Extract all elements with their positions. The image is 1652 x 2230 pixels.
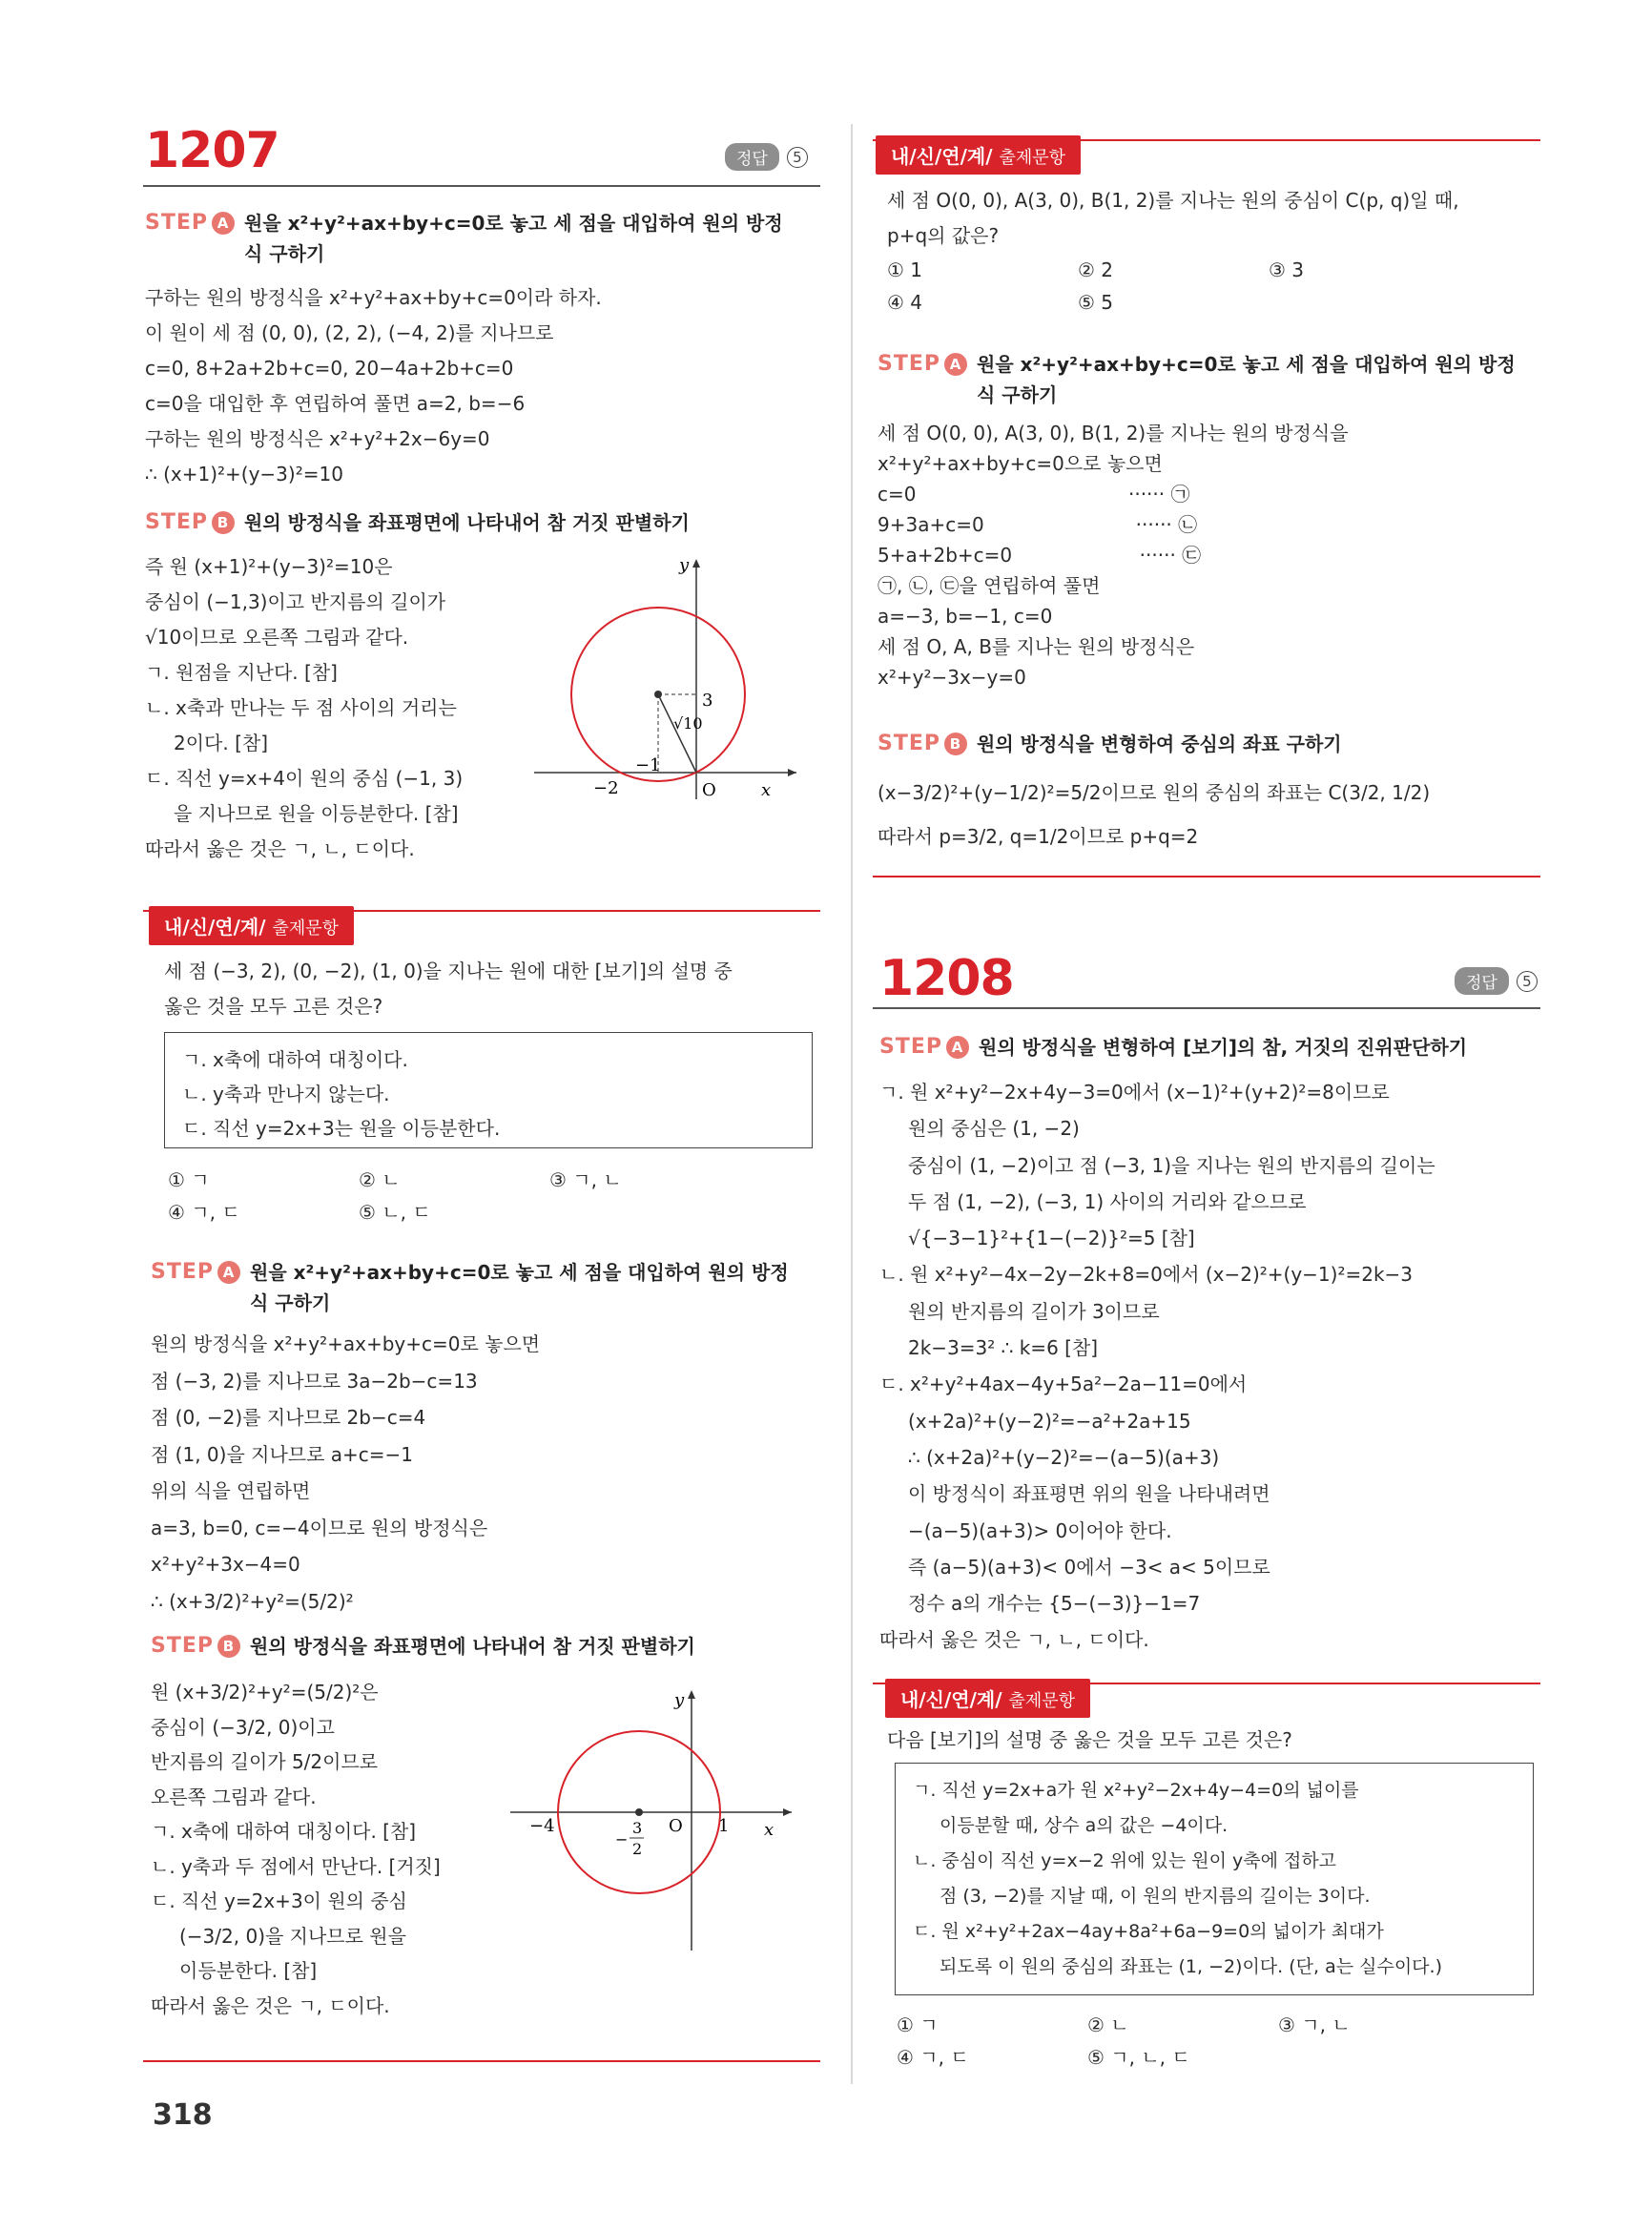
solution-line: 5+a+2b+c=0 ······ ㉢	[878, 544, 1202, 567]
answer-badge: 정답	[725, 143, 779, 171]
solution-line: 점 (0, −2)를 지나므로 2b−c=4	[151, 1406, 426, 1429]
option[interactable]: ⑤ ㄱ, ㄴ, ㄷ	[1087, 2046, 1190, 2069]
origin-label: O	[702, 780, 716, 800]
step-b-solution	[878, 771, 1430, 858]
step-a-solution	[879, 1074, 1435, 1659]
answer-options	[168, 1164, 740, 1229]
solution-line: ∴ (x+1)²+(y−3)²=10	[145, 463, 343, 485]
answer-options	[887, 254, 1459, 319]
option[interactable]: ③ 3	[1269, 258, 1305, 281]
example-item: ㄱ. x축에 대하여 대칭이다.	[182, 1048, 408, 1071]
solution-line: c=0 ······ ㉠	[878, 483, 1190, 506]
y-axis-arrow	[688, 1690, 695, 1699]
example-item: ㄱ. 직선 y=2x+a가 원 x²+y²−2x+4y−4=0의 넓이를	[913, 1780, 1359, 1801]
example-item: 점 (3, −2)를 지날 때, 이 원의 반지름의 길이는 3이다.	[940, 1886, 1371, 1907]
answer-indicator	[1455, 967, 1538, 995]
section-end-rule	[873, 876, 1540, 878]
step-b-tag: STEP B	[878, 729, 967, 759]
solution-line: 즉 (a−5)(a+3)< 0에서 −3< a< 5이므로	[908, 1555, 1270, 1579]
step-b-heading	[878, 729, 1342, 759]
section-rule	[873, 1007, 1540, 1009]
solution-line: 따라서 옳은 것은 ㄱ, ㄴ, ㄷ이다.	[879, 1628, 1149, 1652]
y-axis-arrow	[692, 559, 700, 568]
section-rule	[143, 185, 820, 187]
x-axis-arrow	[783, 1808, 792, 1816]
radius-line	[658, 694, 696, 773]
option[interactable]: ② ㄴ	[359, 1168, 401, 1191]
solution-line: −(a−5)(a+3)> 0이어야 한다.	[908, 1518, 1172, 1542]
answer-value: 5	[787, 147, 808, 168]
solution-line: ㄱ. x축에 대하여 대칭이다. [참]	[151, 1820, 417, 1843]
step-a-solution	[151, 1326, 540, 1620]
linked-question	[887, 183, 1459, 254]
step-a-heading	[151, 1257, 803, 1318]
solution-line: ∴ (x+3/2)²+y²=(5/2)²	[151, 1589, 354, 1613]
solution-line: 원의 반지름의 길이가 3이므로	[908, 1299, 1160, 1323]
circle-graph-linked	[510, 1679, 796, 1955]
step-a-tag: STEP A	[151, 1257, 240, 1288]
solution-line: 세 점 O, A, B를 지나는 원의 방정식은	[878, 635, 1195, 658]
step-a-title: 원의 방정식을 변형하여 [보기]의 참, 거짓의 진위판단하기	[979, 1036, 1468, 1059]
step-a-heading	[879, 1032, 1467, 1063]
circle-center	[635, 1808, 643, 1816]
solution-line: 따라서 옳은 것은 ㄱ, ㄷ이다.	[151, 1993, 390, 2017]
tick-minus-4: −4	[529, 1816, 555, 1836]
solution-line: 2k−3=3² ∴ k=6 [참]	[908, 1336, 1099, 1360]
example-box	[895, 1763, 1534, 1995]
solution-line: (−3/2, 0)을 지나므로 원을	[179, 1924, 406, 1948]
example-item: ㄷ. 직선 y=2x+3는 원을 이등분한다.	[182, 1117, 501, 1140]
solution-line: 반지름의 길이가 5/2이므로	[151, 1750, 379, 1773]
example-item: ㄴ. 중심이 직선 y=x−2 위에 있는 원이 y축에 접하고	[913, 1850, 1337, 1871]
tick-minus-1: −1	[635, 755, 661, 775]
example-item: ㄷ. 원 x²+y²+2ax−4ay+8a²+6a−9=0의 넓이가 최대가	[913, 1921, 1384, 1942]
solution-line: ㄱ. 원 x²+y²−2x+4y−3=0에서 (x−1)²+(y+2)²=8이므로	[879, 1081, 1390, 1104]
example-item: ㄴ. y축과 만나지 않는다.	[182, 1083, 390, 1105]
tick-1: 1	[718, 1816, 730, 1836]
y-label: y	[674, 1690, 685, 1710]
solution-line: 점 (−3, 2)를 지나므로 3a−2b−c=13	[151, 1369, 478, 1393]
x-axis-arrow	[788, 769, 796, 776]
solution-line: ㄱ. 원점을 지난다. [참]	[145, 661, 338, 684]
option[interactable]: ① ㄱ	[897, 2013, 939, 2036]
solution-line: ㉠, ㉡, ㉢을 연립하여 풀면	[878, 574, 1101, 597]
x-label: x	[764, 1820, 774, 1840]
linked-question	[164, 954, 733, 1024]
option[interactable]: ⑤ ㄴ, ㄷ	[359, 1201, 431, 1224]
solution-line: c=0을 대입한 후 연립하여 풀면 a=2, b=−6	[145, 392, 526, 415]
step-b-solution	[151, 1675, 441, 2023]
step-a-tag: STEP A	[145, 208, 235, 238]
solution-line: (x+2a)²+(y−2)²=−a²+2a+15	[908, 1409, 1191, 1433]
solution-line: 9+3a+c=0 ······ ㉡	[878, 513, 1198, 536]
solution-line: a=−3, b=−1, c=0	[878, 605, 1053, 628]
option[interactable]: ② 2	[1078, 258, 1114, 281]
solution-line: 오른쪽 그림과 같다.	[151, 1785, 317, 1808]
solution-line: ㄴ. y축과 두 점에서 만난다. [거짓]	[151, 1854, 441, 1878]
center-denominator: 2	[632, 1840, 643, 1858]
solution-line: √{−3−1}²+{1−(−2)}²=5 [참]	[908, 1227, 1195, 1250]
option[interactable]: ① 1	[887, 258, 923, 281]
solution-line: ∴ (x+2a)²+(y−2)²=−(a−5)(a+3)	[908, 1445, 1220, 1469]
option[interactable]: ② ㄴ	[1087, 2013, 1129, 2036]
question-line: 세 점 (−3, 2), (0, −2), (1, 0)을 지나는 원에 대한 [보기]의 설명 중	[164, 960, 733, 982]
step-b-heading	[145, 507, 690, 538]
step-a-tag: STEP A	[879, 1032, 969, 1063]
step-b-title: 원의 방정식을 좌표평면에 나타내어 참 거짓 판별하기	[244, 511, 690, 534]
x-label: x	[761, 780, 772, 800]
step-a-title: 원을 x²+y²+ax+by+c=0로 놓고 세 점을 대입하여 원의 방정식 구하기	[250, 1261, 789, 1314]
circle-graph-1207	[534, 553, 801, 801]
solution-line: 이 방정식이 좌표평면 위의 원을 나타내려면	[908, 1482, 1270, 1506]
linked-problem-badge: 내/신/연/계/ 출제문항	[885, 1679, 1090, 1718]
solution-line: 을 지나므로 원을 이등분한다. [참]	[174, 802, 459, 825]
step-b-solution	[145, 549, 463, 867]
solution-line: √10이므로 오른쪽 그림과 같다.	[145, 626, 409, 649]
question-line: p+q의 값은?	[887, 224, 1000, 247]
linked-question	[887, 1723, 1292, 1758]
solution-line: 원 (x+3/2)²+y²=(5/2)²은	[151, 1681, 379, 1703]
problem-number-1207: 1207	[145, 122, 279, 179]
step-b-tag: STEP B	[145, 507, 235, 538]
center-numerator: 3	[632, 1819, 643, 1837]
solution-line: 2이다. [참]	[174, 732, 269, 754]
question-line: 세 점 O(0, 0), A(3, 0), B(1, 2)를 지나는 원의 중심이 C(p, q)일 때,	[887, 189, 1459, 212]
step-a-title: 원을 x²+y²+ax+by+c=0로 놓고 세 점을 대입하여 원의 방정식 구하기	[244, 212, 783, 265]
option[interactable]: ④ ㄱ, ㄷ	[897, 2046, 969, 2069]
solution-line: c=0, 8+2a+2b+c=0, 20−4a+2b+c=0	[145, 357, 514, 380]
option[interactable]: ① ㄱ	[168, 1168, 210, 1191]
y-label: y	[679, 555, 690, 575]
solution-line: (x−3/2)²+(y−1/2)²=5/2이므로 원의 중심의 좌표는 C(3/2, 1/2)	[878, 781, 1431, 804]
question-line: 옳은 것을 모두 고른 것은?	[164, 995, 383, 1018]
option[interactable]: ③ ㄱ, ㄴ	[1278, 2013, 1351, 2036]
solution-line: 즉 원 (x+1)²+(y−3)²=10은	[145, 555, 393, 578]
step-b-heading	[151, 1631, 695, 1662]
answer-value: 5	[1517, 971, 1538, 992]
solution-line: 정수 a의 개수는 {5−(−3)}−1=7	[908, 1592, 1201, 1616]
example-item: 되도록 이 원의 중심의 좌표는 (1, −2)이다. (단, a는 실수이다.)	[940, 1956, 1442, 1977]
solution-line: x²+y²+3x−4=0	[151, 1553, 300, 1576]
solution-line: 구하는 원의 방정식은 x²+y²+2x−6y=0	[145, 427, 490, 450]
solution-line: 이등분한다. [참]	[179, 1959, 318, 1982]
solution-line: ㄷ. 직선 y=x+4이 원의 중심 (−1, 3)	[145, 767, 464, 790]
column-divider	[851, 124, 853, 2084]
step-b-tag: STEP B	[151, 1631, 240, 1662]
linked-problem-badge: 내/신/연/계/ 출제문항	[149, 906, 354, 945]
step-a-solution	[878, 418, 1349, 692]
center-sign: −	[615, 1830, 629, 1848]
solution-line: ㄷ. x²+y²+4ax−4y+5a²−2a−11=0에서	[879, 1373, 1248, 1396]
origin-label: O	[669, 1816, 683, 1836]
solution-line: x²+y²−3x−y=0	[878, 666, 1026, 689]
tick-3: 3	[702, 691, 713, 711]
linked-problem-badge: 내/신/연/계/ 출제문항	[876, 135, 1081, 175]
step-b-title: 원의 방정식을 변형하여 중심의 좌표 구하기	[977, 733, 1342, 755]
step-a-tag: STEP A	[878, 349, 967, 380]
step-b-title: 원의 방정식을 좌표평면에 나타내어 참 거짓 판별하기	[250, 1635, 695, 1658]
tick-minus-2: −2	[593, 778, 619, 798]
solution-line: 따라서 p=3/2, q=1/2이므로 p+q=2	[878, 825, 1199, 848]
example-item: 이등분할 때, 상수 a의 값은 −4이다.	[940, 1815, 1229, 1836]
solution-line: 중심이 (1, −2)이고 점 (−3, 1)을 지나는 원의 반지름의 길이는	[908, 1153, 1435, 1177]
problem-number-1208: 1208	[879, 950, 1014, 1007]
solution-line: ㄷ. 직선 y=2x+3이 원의 중심	[151, 1889, 407, 1912]
step-a-solution	[145, 280, 602, 492]
solution-line: 이 원이 세 점 (0, 0), (2, 2), (−4, 2)를 지나므로	[145, 321, 554, 344]
solution-line: ㄴ. 원 x²+y²−4x−2y−2k+8=0에서 (x−2)²+(y−1)²=2k−3	[879, 1263, 1414, 1287]
option[interactable]: ④ ㄱ, ㄷ	[168, 1201, 240, 1224]
solution-line: 세 점 O(0, 0), A(3, 0), B(1, 2)를 지나는 원의 방정식을	[878, 422, 1349, 444]
solution-line: 구하는 원의 방정식을 x²+y²+ax+by+c=0이라 하자.	[145, 286, 602, 309]
answer-badge: 정답	[1455, 967, 1509, 995]
solution-line: 원의 방정식을 x²+y²+ax+by+c=0로 놓으면	[151, 1332, 541, 1355]
solution-line: 원의 중심은 (1, −2)	[908, 1117, 1080, 1141]
page-number: 318	[153, 2098, 213, 2132]
option[interactable]: ③ ㄱ, ㄴ	[549, 1168, 622, 1191]
option[interactable]: ④ 4	[887, 291, 923, 314]
solution-line: 따라서 옳은 것은 ㄱ, ㄴ, ㄷ이다.	[145, 837, 415, 860]
question-line: 다음 [보기]의 설명 중 옳은 것을 모두 고른 것은?	[887, 1728, 1292, 1751]
example-box	[164, 1032, 813, 1148]
section-end-rule	[143, 2060, 820, 2062]
answer-options	[897, 2009, 1469, 2074]
solution-line: x²+y²+ax+by+c=0으로 놓으면	[878, 452, 1163, 475]
solution-line: ㄴ. x축과 만나는 두 점 사이의 거리는	[145, 696, 457, 719]
step-a-heading	[878, 349, 1520, 410]
solution-line: 중심이 (−3/2, 0)이고	[151, 1715, 335, 1739]
solution-line: a=3, b=0, c=−4이므로 원의 방정식은	[151, 1516, 488, 1539]
step-a-title: 원을 x²+y²+ax+by+c=0로 놓고 세 점을 대입하여 원의 방정식 구하기	[977, 353, 1516, 406]
solution-line: 중심이 (−1,3)이고 반지름의 길이가	[145, 590, 446, 613]
answer-indicator	[725, 143, 808, 171]
solution-line: 두 점 (1, −2), (−3, 1) 사이의 거리와 같으므로	[908, 1189, 1307, 1213]
solution-line: 위의 식을 연립하면	[151, 1479, 311, 1502]
solution-line: 점 (1, 0)을 지나므로 a+c=−1	[151, 1442, 414, 1466]
option[interactable]: ⑤ 5	[1078, 291, 1114, 314]
step-a-heading	[145, 208, 813, 269]
radius-label: √10	[673, 714, 703, 733]
